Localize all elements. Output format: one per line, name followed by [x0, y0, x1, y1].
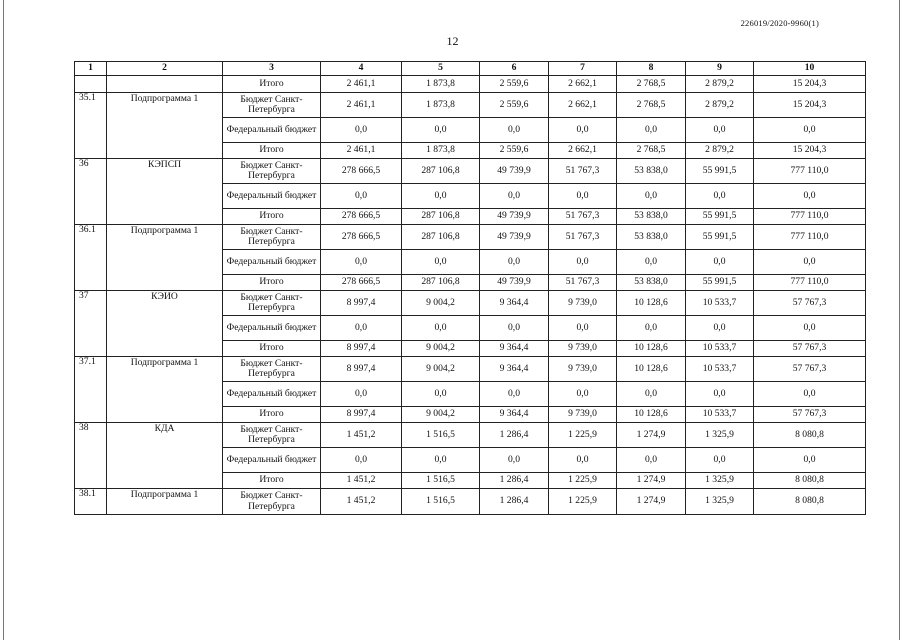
year-value-cell: 51 767,3: [549, 275, 617, 291]
year-value-cell: 10 533,7: [686, 291, 754, 316]
program-name: Подпрограмма 1: [107, 357, 223, 423]
total-value-cell: 8 080,8: [754, 489, 866, 515]
funding-source: Федеральный бюджет: [223, 382, 321, 407]
year-value-cell: 0,0: [617, 118, 686, 143]
funding-source: Федеральный бюджет: [223, 118, 321, 143]
year-value-cell: 0,0: [549, 250, 617, 275]
year-value-cell: 0,0: [321, 250, 402, 275]
year-value-cell: 0,0: [549, 448, 617, 473]
funding-source: Бюджет Санкт-Петербурга: [223, 489, 321, 515]
total-value-cell: 57 767,3: [754, 341, 866, 357]
year-value-cell: 2 768,5: [617, 143, 686, 159]
year-value-cell: 10 128,6: [617, 357, 686, 382]
year-value-cell: 0,0: [686, 118, 754, 143]
year-value-cell: 2 879,2: [686, 76, 754, 93]
year-value-cell: 0,0: [549, 316, 617, 341]
year-value-cell: 2 662,1: [549, 143, 617, 159]
funding-source: Бюджет Санкт-Петербурга: [223, 291, 321, 316]
funding-source: Итого: [223, 407, 321, 423]
year-value-cell: 9 004,2: [402, 407, 480, 423]
column-header: 10: [754, 62, 866, 76]
funding-source: Бюджет Санкт-Петербурга: [223, 357, 321, 382]
funding-source: Бюджет Санкт-Петербурга: [223, 225, 321, 250]
year-value-cell: 55 991,5: [686, 225, 754, 250]
year-value-cell: 1 225,9: [549, 473, 617, 489]
row-number: 35.1: [75, 93, 107, 159]
year-value-cell: 1 274,9: [617, 489, 686, 515]
year-value-cell: 53 838,0: [617, 209, 686, 225]
year-value-cell: 0,0: [480, 316, 549, 341]
year-value-cell: 0,0: [321, 184, 402, 209]
year-value-cell: 0,0: [617, 448, 686, 473]
year-value-cell: 0,0: [402, 316, 480, 341]
program-name: Подпрограмма 1: [107, 93, 223, 159]
year-value-cell: 0,0: [617, 250, 686, 275]
year-value-cell: 2 662,1: [549, 93, 617, 118]
year-value-cell: 0,0: [480, 448, 549, 473]
total-value-cell: 15 204,3: [754, 76, 866, 93]
year-value-cell: 9 364,4: [480, 291, 549, 316]
year-value-cell: 0,0: [549, 118, 617, 143]
year-value-cell: 9 004,2: [402, 357, 480, 382]
year-value-cell: 1 325,9: [686, 423, 754, 448]
year-value-cell: 0,0: [617, 316, 686, 341]
year-value-cell: 9 739,0: [549, 341, 617, 357]
program-name: Подпрограмма 1: [107, 489, 223, 515]
year-value-cell: 9 739,0: [549, 407, 617, 423]
year-value-cell: 49 739,9: [480, 225, 549, 250]
table-row: [75, 489, 866, 515]
year-value-cell: 10 128,6: [617, 291, 686, 316]
year-value-cell: 2 461,1: [321, 93, 402, 118]
total-value-cell: 15 204,3: [754, 143, 866, 159]
year-value-cell: 0,0: [480, 184, 549, 209]
year-value-cell: 1 225,9: [549, 489, 617, 515]
year-value-cell: 1 516,5: [402, 423, 480, 448]
column-header: 9: [686, 62, 754, 76]
year-value-cell: 2 879,2: [686, 143, 754, 159]
year-value-cell: 1 873,8: [402, 143, 480, 159]
total-value-cell: 777 110,0: [754, 159, 866, 184]
year-value-cell: 1 274,9: [617, 473, 686, 489]
year-value-cell: 10 533,7: [686, 407, 754, 423]
year-value-cell: 278 666,5: [321, 209, 402, 225]
document-id: 226019/2020-9960(1): [740, 18, 819, 28]
year-value-cell: 0,0: [321, 316, 402, 341]
funding-source: Итого: [223, 209, 321, 225]
year-value-cell: 1 286,4: [480, 489, 549, 515]
year-value-cell: 8 997,4: [321, 291, 402, 316]
left-scan-edge: [3, 0, 4, 640]
total-value-cell: 0,0: [754, 448, 866, 473]
year-value-cell: 0,0: [402, 250, 480, 275]
program-name: КЭИО: [107, 291, 223, 357]
total-value-cell: 57 767,3: [754, 291, 866, 316]
year-value-cell: 1 325,9: [686, 489, 754, 515]
year-value-cell: 49 739,9: [480, 159, 549, 184]
year-value-cell: 1 873,8: [402, 93, 480, 118]
year-value-cell: 49 739,9: [480, 209, 549, 225]
total-value-cell: 777 110,0: [754, 275, 866, 291]
year-value-cell: 1 286,4: [480, 423, 549, 448]
year-value-cell: 9 004,2: [402, 291, 480, 316]
page-number: 12: [446, 34, 459, 48]
funding-source: Федеральный бюджет: [223, 184, 321, 209]
row-number: [75, 76, 107, 93]
year-value-cell: 8 997,4: [321, 407, 402, 423]
total-value-cell: 15 204,3: [754, 93, 866, 118]
year-value-cell: 0,0: [549, 382, 617, 407]
table-row: [75, 225, 866, 250]
table-row: [75, 76, 866, 93]
year-value-cell: 0,0: [686, 316, 754, 341]
year-value-cell: 1 286,4: [480, 473, 549, 489]
funding-source: Федеральный бюджет: [223, 250, 321, 275]
year-value-cell: 278 666,5: [321, 159, 402, 184]
year-value-cell: 51 767,3: [549, 159, 617, 184]
row-number: 36.1: [75, 225, 107, 291]
year-value-cell: 9 739,0: [549, 357, 617, 382]
table-row: [75, 159, 866, 184]
year-value-cell: 0,0: [549, 184, 617, 209]
year-value-cell: 2 768,5: [617, 93, 686, 118]
funding-source: Федеральный бюджет: [223, 316, 321, 341]
total-value-cell: 0,0: [754, 316, 866, 341]
year-value-cell: 0,0: [686, 448, 754, 473]
total-value-cell: 8 080,8: [754, 473, 866, 489]
year-value-cell: 9 004,2: [402, 341, 480, 357]
total-value-cell: 57 767,3: [754, 357, 866, 382]
funding-source: Итого: [223, 473, 321, 489]
program-name: Подпрограмма 1: [107, 225, 223, 291]
funding-source: Бюджет Санкт-Петербурга: [223, 159, 321, 184]
year-value-cell: 9 364,4: [480, 407, 549, 423]
table-row: [75, 423, 866, 448]
year-value-cell: 2 461,1: [321, 143, 402, 159]
year-value-cell: 0,0: [480, 382, 549, 407]
year-value-cell: 0,0: [402, 184, 480, 209]
total-value-cell: 0,0: [754, 382, 866, 407]
funding-source: Бюджет Санкт-Петербурга: [223, 423, 321, 448]
year-value-cell: 0,0: [321, 382, 402, 407]
funding-source: Итого: [223, 275, 321, 291]
year-value-cell: 9 739,0: [549, 291, 617, 316]
year-value-cell: 0,0: [617, 184, 686, 209]
year-value-cell: 55 991,5: [686, 209, 754, 225]
year-value-cell: 278 666,5: [321, 275, 402, 291]
year-value-cell: 1 451,2: [321, 423, 402, 448]
year-value-cell: 51 767,3: [549, 225, 617, 250]
year-value-cell: 2 879,2: [686, 93, 754, 118]
year-value-cell: 53 838,0: [617, 275, 686, 291]
year-value-cell: 1 451,2: [321, 473, 402, 489]
budget-table: [74, 61, 866, 515]
total-value-cell: 0,0: [754, 184, 866, 209]
year-value-cell: 55 991,5: [686, 159, 754, 184]
total-value-cell: 8 080,8: [754, 423, 866, 448]
column-header: 1: [75, 62, 107, 76]
year-value-cell: 2 768,5: [617, 76, 686, 93]
year-value-cell: 2 559,6: [480, 143, 549, 159]
year-value-cell: 2 461,1: [321, 76, 402, 93]
year-value-cell: 1 274,9: [617, 423, 686, 448]
column-header: 7: [549, 62, 617, 76]
row-number: 37.1: [75, 357, 107, 423]
header-row: [75, 62, 866, 76]
column-header: 5: [402, 62, 480, 76]
year-value-cell: 1 873,8: [402, 76, 480, 93]
table-row: [75, 357, 866, 382]
funding-source: Федеральный бюджет: [223, 448, 321, 473]
year-value-cell: 10 128,6: [617, 341, 686, 357]
funding-source: Бюджет Санкт-Петербурга: [223, 93, 321, 118]
column-header: 6: [480, 62, 549, 76]
right-scan-edge: [899, 0, 900, 640]
year-value-cell: 10 533,7: [686, 357, 754, 382]
funding-source: Итого: [223, 143, 321, 159]
row-number: 36: [75, 159, 107, 225]
year-value-cell: 0,0: [402, 382, 480, 407]
year-value-cell: 0,0: [321, 448, 402, 473]
year-value-cell: 8 997,4: [321, 357, 402, 382]
year-value-cell: 9 364,4: [480, 341, 549, 357]
year-value-cell: 51 767,3: [549, 209, 617, 225]
year-value-cell: 287 106,8: [402, 209, 480, 225]
year-value-cell: 9 364,4: [480, 357, 549, 382]
row-number: 38: [75, 423, 107, 489]
year-value-cell: 0,0: [480, 250, 549, 275]
column-header: 3: [223, 62, 321, 76]
year-value-cell: 55 991,5: [686, 275, 754, 291]
column-header: 4: [321, 62, 402, 76]
year-value-cell: 49 739,9: [480, 275, 549, 291]
year-value-cell: 53 838,0: [617, 159, 686, 184]
year-value-cell: 0,0: [686, 250, 754, 275]
column-header: 2: [107, 62, 223, 76]
year-value-cell: 8 997,4: [321, 341, 402, 357]
year-value-cell: 0,0: [402, 118, 480, 143]
total-value-cell: 0,0: [754, 250, 866, 275]
funding-source: Итого: [223, 76, 321, 93]
year-value-cell: 0,0: [686, 184, 754, 209]
program-name: [107, 76, 223, 93]
year-value-cell: 287 106,8: [402, 275, 480, 291]
table-row: [75, 291, 866, 316]
year-value-cell: 1 451,2: [321, 489, 402, 515]
table-body: [75, 76, 866, 515]
year-value-cell: 287 106,8: [402, 225, 480, 250]
funding-source: Итого: [223, 341, 321, 357]
year-value-cell: 1 225,9: [549, 423, 617, 448]
total-value-cell: 777 110,0: [754, 225, 866, 250]
year-value-cell: 0,0: [321, 118, 402, 143]
row-number: 37: [75, 291, 107, 357]
total-value-cell: 57 767,3: [754, 407, 866, 423]
year-value-cell: 1 325,9: [686, 473, 754, 489]
year-value-cell: 0,0: [480, 118, 549, 143]
program-name: КЭПСП: [107, 159, 223, 225]
table-row: [75, 93, 866, 118]
year-value-cell: 0,0: [617, 382, 686, 407]
year-value-cell: 1 516,5: [402, 473, 480, 489]
year-value-cell: 53 838,0: [617, 225, 686, 250]
year-value-cell: 10 533,7: [686, 341, 754, 357]
program-name: КДА: [107, 423, 223, 489]
total-value-cell: 0,0: [754, 118, 866, 143]
year-value-cell: 10 128,6: [617, 407, 686, 423]
year-value-cell: 0,0: [686, 382, 754, 407]
year-value-cell: 1 516,5: [402, 489, 480, 515]
year-value-cell: 2 559,6: [480, 93, 549, 118]
year-value-cell: 278 666,5: [321, 225, 402, 250]
year-value-cell: 2 559,6: [480, 76, 549, 93]
row-number: 38.1: [75, 489, 107, 515]
year-value-cell: 0,0: [402, 448, 480, 473]
year-value-cell: 287 106,8: [402, 159, 480, 184]
year-value-cell: 2 662,1: [549, 76, 617, 93]
total-value-cell: 777 110,0: [754, 209, 866, 225]
column-header: 8: [617, 62, 686, 76]
